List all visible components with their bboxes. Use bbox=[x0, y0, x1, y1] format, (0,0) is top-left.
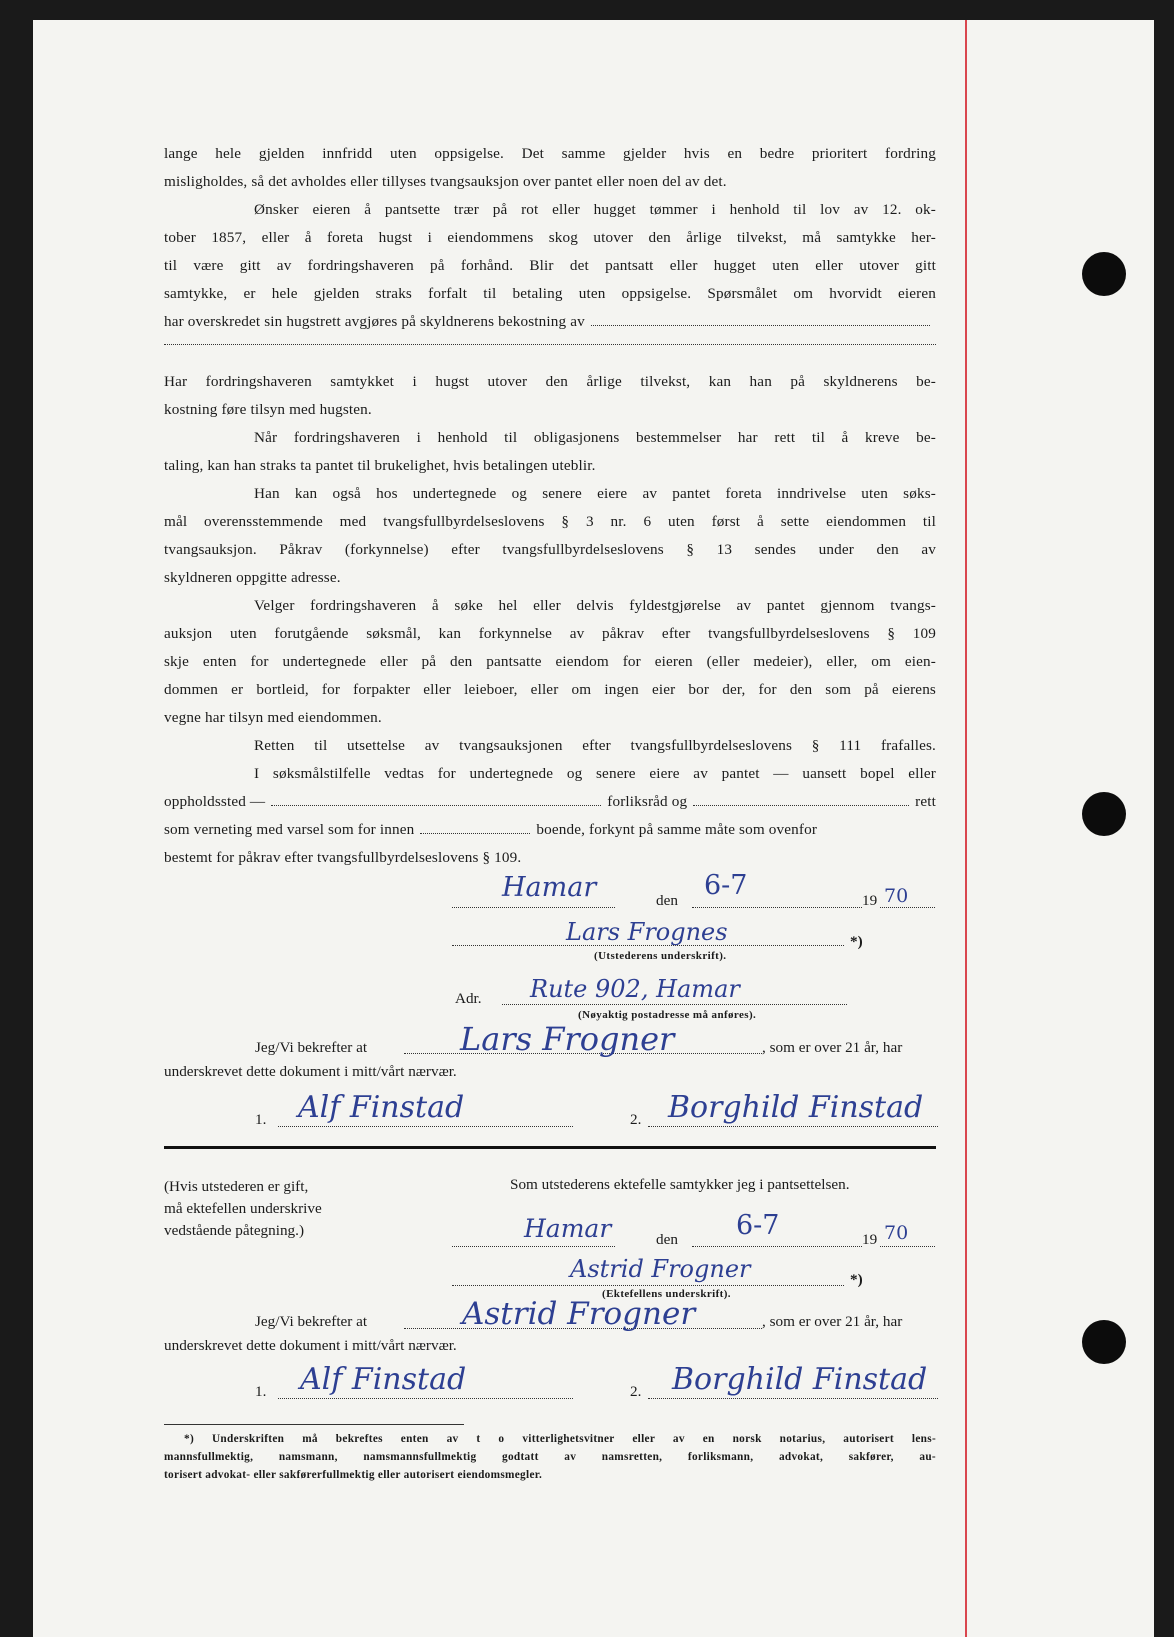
note-line: vedstående påtegning.) bbox=[164, 1222, 305, 1239]
paragraph-supervision bbox=[164, 368, 936, 872]
note-line: må ektefellen underskrive bbox=[164, 1200, 322, 1217]
confirm-text: underskrevet dette dokument i mitt/vårt nærvær. bbox=[164, 1337, 457, 1354]
place-field-line bbox=[452, 907, 615, 908]
section-divider bbox=[164, 1146, 936, 1149]
witness-1-line bbox=[278, 1398, 573, 1399]
den-label: den bbox=[656, 1231, 678, 1248]
year-field-line bbox=[880, 907, 935, 908]
witness-1-line bbox=[278, 1126, 573, 1127]
footnote-line: torisert advokat- eller sakførerfullmektig eller autorisert eiendomsmegler. bbox=[164, 1469, 543, 1481]
issuer-signature: Lars Frognes bbox=[566, 918, 728, 946]
issuer-place: Hamar bbox=[502, 872, 597, 903]
spouse-place: Hamar bbox=[524, 1214, 612, 1243]
asterisk-mark: *) bbox=[850, 1271, 863, 1288]
witness-2-line bbox=[648, 1398, 938, 1399]
issuer-address: Rute 902, Hamar bbox=[530, 975, 740, 1003]
issuer-year: 70 bbox=[884, 885, 909, 907]
text-line: Har fordringshaveren samtykket i hugst utover den årlige tilvekst, kan han på skyldnerens be- bbox=[164, 373, 936, 390]
spouse-note bbox=[164, 1176, 322, 1242]
witness-2-signature: Borghild Finstad bbox=[668, 1090, 924, 1125]
text-line: lange hele gjelden innfridd uten oppsigelse. Det samme gjelder hvis en bedre prioritert fordring bbox=[164, 145, 936, 162]
margin-rule bbox=[965, 20, 967, 1637]
blank-field bbox=[271, 791, 601, 806]
confirm-text: , som er over 21 år, har bbox=[762, 1039, 903, 1056]
text-line: som verneting med varsel som for innen bbox=[164, 821, 415, 838]
text-line: vegne har tilsyn med eiendommen. bbox=[164, 709, 382, 726]
confirm-text: Jeg/Vi bekrefter at bbox=[255, 1313, 368, 1330]
witness-1-signature: Alf Finstad bbox=[298, 1090, 465, 1125]
text-line: bestemt for påkrav efter tvangsfullbyrdelseslovens § 109. bbox=[164, 849, 522, 866]
year-prefix: 19 bbox=[862, 1231, 878, 1248]
paragraph-default bbox=[164, 140, 936, 196]
text-line: tober 1857, eller å foreta hugst i eiendommens skog utover den årlige tilvekst, må samtykke her- bbox=[164, 229, 936, 246]
blank-field bbox=[420, 819, 530, 834]
text-line: tvangsauksjon. Påkrav (forkynnelse) efter tvangsfullbyrdelseslovens § 13 sendes under den av bbox=[164, 541, 936, 558]
text-line: taling, kan han straks ta pantet til brukelighet, hvis betalingen uteblir. bbox=[164, 457, 596, 474]
text-line: kostning føre tilsyn med hugsten. bbox=[164, 401, 372, 418]
confirmed-name: Astrid Frogner bbox=[462, 1296, 696, 1332]
text-line: samtykke, er hele gjelden straks forfalt til betaling uten oppsigelse. Spørsmålet om hvorvidt eieren bbox=[164, 285, 936, 302]
date-field-line bbox=[692, 907, 862, 908]
witness-1-label: 1. bbox=[255, 1111, 267, 1128]
text-line: auksjon uten forutgående søksmål, kan forkynnelse av påkrav efter tvangsfullbyrdelseslovens § 109 bbox=[164, 625, 936, 642]
text-line: Han kan også hos undertegnede og senere eiere av pantet foreta inndrivelse uten søks- bbox=[254, 485, 936, 502]
footnote-line: mannsfullmektig, namsmann, namsmannsfullmektig godtatt av namsretten, forliksmann, advokat, sakfører, au- bbox=[164, 1451, 936, 1463]
paragraph-timber bbox=[164, 196, 936, 336]
issuer-date: 6-7 bbox=[704, 870, 748, 901]
address-label: Adr. bbox=[455, 990, 482, 1007]
witness-1-label: 1. bbox=[255, 1383, 267, 1400]
text-line: til være gitt av fordringshaveren på forhånd. Blir det pantsatt eller hugget uten eller utover gitt bbox=[164, 257, 936, 274]
year-prefix: 19 bbox=[862, 892, 878, 909]
signature-caption: (Ektefellens underskrift). bbox=[602, 1288, 731, 1300]
footnote bbox=[164, 1430, 936, 1484]
text-line: har overskredet sin hugstrett avgjøres på skyldnerens bekostning av bbox=[164, 313, 585, 330]
text-line: rett bbox=[915, 793, 936, 810]
den-label: den bbox=[656, 892, 678, 909]
signature-caption: (Utstederens underskrift). bbox=[594, 950, 727, 962]
blank-field bbox=[693, 791, 909, 806]
confirm-text: underskrevet dette dokument i mitt/vårt nærvær. bbox=[164, 1063, 457, 1080]
witness-1-signature: Alf Finstad bbox=[300, 1362, 467, 1397]
text-line: skje enten for undertegnede eller på den pantsatte eiendom for eieren (eller medeier), eller, om eien- bbox=[164, 653, 936, 670]
asterisk-mark: *) bbox=[850, 933, 863, 950]
text-line: skyldneren oppgitte adresse. bbox=[164, 569, 341, 586]
date-field-line bbox=[692, 1246, 862, 1247]
text-line: I søksmålstilfelle vedtas for undertegnede og senere eiere av pantet — uansett bopel eller bbox=[254, 765, 936, 782]
blank-field bbox=[164, 344, 936, 345]
text-line: Ønsker eieren å pantsette trær på rot eller hugget tømmer i henhold til lov av 12. ok- bbox=[254, 201, 936, 218]
note-line: (Hvis utstederen er gift, bbox=[164, 1178, 309, 1195]
spouse-signature: Astrid Frogner bbox=[570, 1255, 751, 1283]
spouse-consent: Som utstederens ektefelle samtykker jeg i pantsettelsen. bbox=[510, 1176, 850, 1193]
text-line: forliksråd og bbox=[607, 793, 688, 810]
text-line: boende, forkynt på samme måte som ovenfor bbox=[536, 821, 818, 838]
footnote-rule bbox=[164, 1424, 464, 1425]
text-line: misligholdes, så det avholdes eller tillyses tvangsauksjon over pantet eller noen del av det. bbox=[164, 173, 727, 190]
punch-hole bbox=[1082, 792, 1126, 836]
text-line: Velger fordringshaveren å søke hel eller delvis fyldestgjørelse av pantet gjennom tvangs- bbox=[254, 597, 936, 614]
confirm-text: Jeg/Vi bekrefter at bbox=[255, 1039, 368, 1056]
address-caption: (Nøyaktig postadresse må anføres). bbox=[578, 1009, 757, 1021]
place-field-line bbox=[452, 1246, 615, 1247]
blank-field bbox=[591, 311, 930, 326]
confirm-text: , som er over 21 år, har bbox=[762, 1313, 903, 1330]
text-line: mål overensstemmende med tvangsfullbyrdelseslovens § 3 nr. 6 uten først å sette eiendommen til bbox=[164, 513, 936, 530]
witness-2-label: 2. bbox=[630, 1111, 642, 1128]
spouse-year: 70 bbox=[884, 1222, 909, 1244]
text-line: dommen er bortleid, for forpakter eller leieboer, eller om ingen eier bor der, for den som på eierens bbox=[164, 681, 936, 698]
witness-2-label: 2. bbox=[630, 1383, 642, 1400]
text-line: Når fordringshaveren i henhold til obligasjonens bestemmelser har rett til å kreve be- bbox=[254, 429, 936, 446]
witness-2-signature: Borghild Finstad bbox=[672, 1362, 928, 1397]
witness-2-line bbox=[648, 1126, 938, 1127]
confirmed-name: Lars Frogner bbox=[460, 1020, 675, 1058]
text-line: Retten til utsettelse av tvangsauksjonen efter tvangsfullbyrdelseslovens § 111 frafalles. bbox=[254, 737, 936, 754]
address-field-line bbox=[502, 1004, 847, 1005]
footnote-line: *) Underskriften må bekreftes enten av t o vitterlighetsvitner eller av en norsk notarius, autorisert lens- bbox=[184, 1433, 936, 1445]
spouse-date: 6-7 bbox=[736, 1210, 780, 1241]
signature-line bbox=[452, 1285, 844, 1286]
punch-hole bbox=[1082, 1320, 1126, 1364]
year-field-line bbox=[880, 1246, 935, 1247]
punch-hole bbox=[1082, 252, 1126, 296]
text-line: oppholdssted — bbox=[164, 793, 266, 810]
